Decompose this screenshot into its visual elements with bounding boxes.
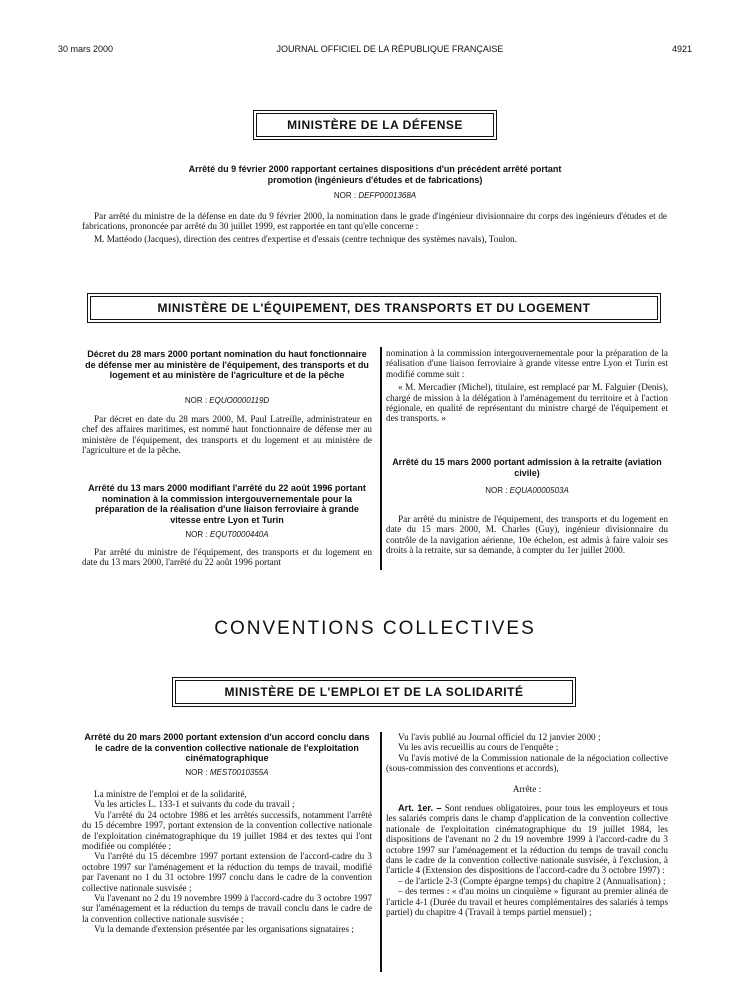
arrete13-nor: NOR : EQUT0000440A [185, 530, 269, 539]
arrete15-nor: NOR : EQUA0000503A [485, 486, 569, 495]
column-divider-2 [380, 732, 382, 972]
arrete13-title: Arrêté du 13 mars 2000 modifiant l'arrêté du 22 août 1996 portant nomination à la commission intergouvernementale pour la préparation de la réalisation d'une liaison ferroviaire à grande vitesse entre Lyon et Turin [88, 483, 366, 525]
column-divider [380, 347, 382, 570]
decret-nor: NOR : EQUO0000119D [184, 396, 270, 405]
decret-text: Par décret en date du 28 mars 2000, M. Paul Latreille, administrateur en chef des affaires maritimes, est nommé haut fonctionnaire de défense mer au ministère de l'équipement, des transports et du logement et au ministère de l'agriculture et de la pêche. [82, 414, 372, 456]
header-page-number: 4921 [671, 44, 692, 54]
conventions-nor: NOR : MEST0010355A [185, 768, 269, 777]
ministry-equipement-box: MINISTÈRE DE L'ÉQUIPEMENT, DES TRANSPORTS ET DU LOGEMENT [90, 296, 658, 320]
conventions-left-text: La ministre de l'emploi et de la solidarité, Vu les articles L. 133-1 et suivants du code du travail ; Vu l'arrêté du 24 octobre 1986 et les arrêtés successifs, notamment l'arrêté du 15 décembre 1997, portant extension de la convention collective nationale de l'exploitation cinématographique du 19 juillet 1984 et des textes qui l'ont modifiée ou complétée ; Vu l'arrêté du 15 décembre 1997 portant extension de l'accord-cadre du 3 octobre 1997 sur l'aménagement et la réduction du temps de travail, modifié par l'avenant no 1 du 31 octobre 1997 conclu dans le cadre de la convention collective nationale susvisée ; Vu l'avenant no 2 du 19 novembre 1999 à l'accord-cadre du 3 octobre 1997 sur l'aménagement et la réduction du temps de travail conclu dans le cadre de la convention collective nationale susvisée ; Vu la demande d'extension présentée par les organisations signataires ; [82, 789, 372, 935]
ministry-emploi-box: MINISTÈRE DE L'EMPLOI ET DE LA SOLIDARITÉ [175, 680, 573, 704]
section-heading: CONVENTIONS COLLECTIVES [214, 618, 536, 639]
arrete13-continued: nomination à la commission intergouvernementale pour la préparation de la réalisation d'une liaison ferroviaire à grande vitesse entre Lyon et Turin est modifié comme suit : « M. Mercadier (Michel), titulaire, est remplacé par M. Falguier (Denis), chargé de mission à la délégation à l'aménagement du territoire et à l'action régionale, en qualité de représentant du ministre chargé de l'équipement et des transports. » [386, 348, 668, 424]
header-date: 30 mars 2000 [58, 44, 114, 54]
decret-title: Décret du 28 mars 2000 portant nomination du haut fonctionnaire de défense mer au ministère de l'équipement, des transports et du logement et au ministère de l'agriculture et de la pêche [85, 349, 369, 380]
arrete15-text: Par arrêté du ministre de l'équipement, des transports et du logement en date du 15 mars 2000, M. Charles (Guy), ingénieur divisionnaire du contrôle de la navigation aérienne, 10e échelon, est admis à faire valoir ses droits à la retraite, sur sa demande, à compter du 1er juillet 2000. [386, 514, 668, 556]
defense-nor: NOR : DEFP0001368A [333, 191, 417, 200]
article-1: Art. 1er. – Sont rendues obligatoires, pour tous les employeurs et tous les salariés compris dans le champ d'application de la convention collective nationale de l'exploitation cinématographique du 19 juillet 1984, les dispositions de l'avenant no 2 du 19 novembre 1999 à l'accord-cadre du 3 octobre 1997 sur l'aménagement et la réduction du temps de travail conclu dans le cadre de la convention collective nationale susvisée, à l'exclusion, à l'article 4 (Extension des dispositions de l'accord-cadre du 3 octobre 1997) : [386, 803, 668, 876]
arrete13-text: Par arrêté du ministre de l'équipement, des transports et du logement en date du 13 mars 2000, l'arrêté du 22 août 1996 portant [82, 547, 372, 568]
ministry-defense-box: MINISTÈRE DE LA DÉFENSE [256, 113, 494, 137]
arrete-label: Arrête : [512, 783, 542, 794]
arrete15-title: Arrêté du 15 mars 2000 portant admission à la retraite (aviation civile) [392, 457, 662, 478]
defense-text: Par arrêté du ministre de la défense en date du 9 février 2000, la nomination dans le grade d'ingénieur divisionnaire du corps des ingénieurs d'études et de fabrications, prononcée par arrêté du 30 juillet 1999, est rapportée en tant qu'elle concerne : M. Mattéodo (Jacques), direction des centres d'expertise et d'essais (centre technique des systèmes navals), Toulon. [82, 211, 667, 244]
defense-arrete-title: Arrêté du 9 février 2000 rapportant certaines dispositions d'un précédent arrêté portant promotion (ingénieurs d'études et de fabrications) [188, 164, 562, 185]
conventions-right-text: Vu l'avis publié au Journal officiel du 12 janvier 2000 ; Vu les avis recueillis au cours de l'enquête ; Vu l'avis motivé de la Commission nationale de la négociation collective (sous-commission des conventions et accords), Arrête : Art. 1er. – Sont rendues obligatoires, pour tous les employeurs et tous les salariés compris dans le champ d'application de la convention collective nationale de l'exploitation cinématographique du 19 juillet 1984, les dispositions de l'avenant no 2 du 19 novembre 1999 à l'accord-cadre du 3 octobre 1997 sur l'aménagement et la réduction du temps de travail conclu dans le cadre de la convention collective nationale susvisée, à l'exclusion, à l'article 4 (Extension des dispositions de l'accord-cadre du 3 octobre 1997) : – de l'article 2-3 (Compte épargne temps) du chapitre 2 (Annualisation) ; – des termes : « d'au moins un cinquième » figurant au premier alinéa de l'article 4-1 (Durée du travail et heures complémentaires des salariés à temps partiel) du chapitre 4 (Travail à temps partiel mensuel) ; [386, 732, 669, 918]
header-journal-title: JOURNAL OFFICIEL DE LA RÉPUBLIQUE FRANÇAISE [276, 44, 504, 54]
conventions-arrete-title: Arrêté du 20 mars 2000 portant extension d'un accord conclu dans le cadre de la convention collective nationale de l'exploitation cinématographique [84, 732, 370, 763]
